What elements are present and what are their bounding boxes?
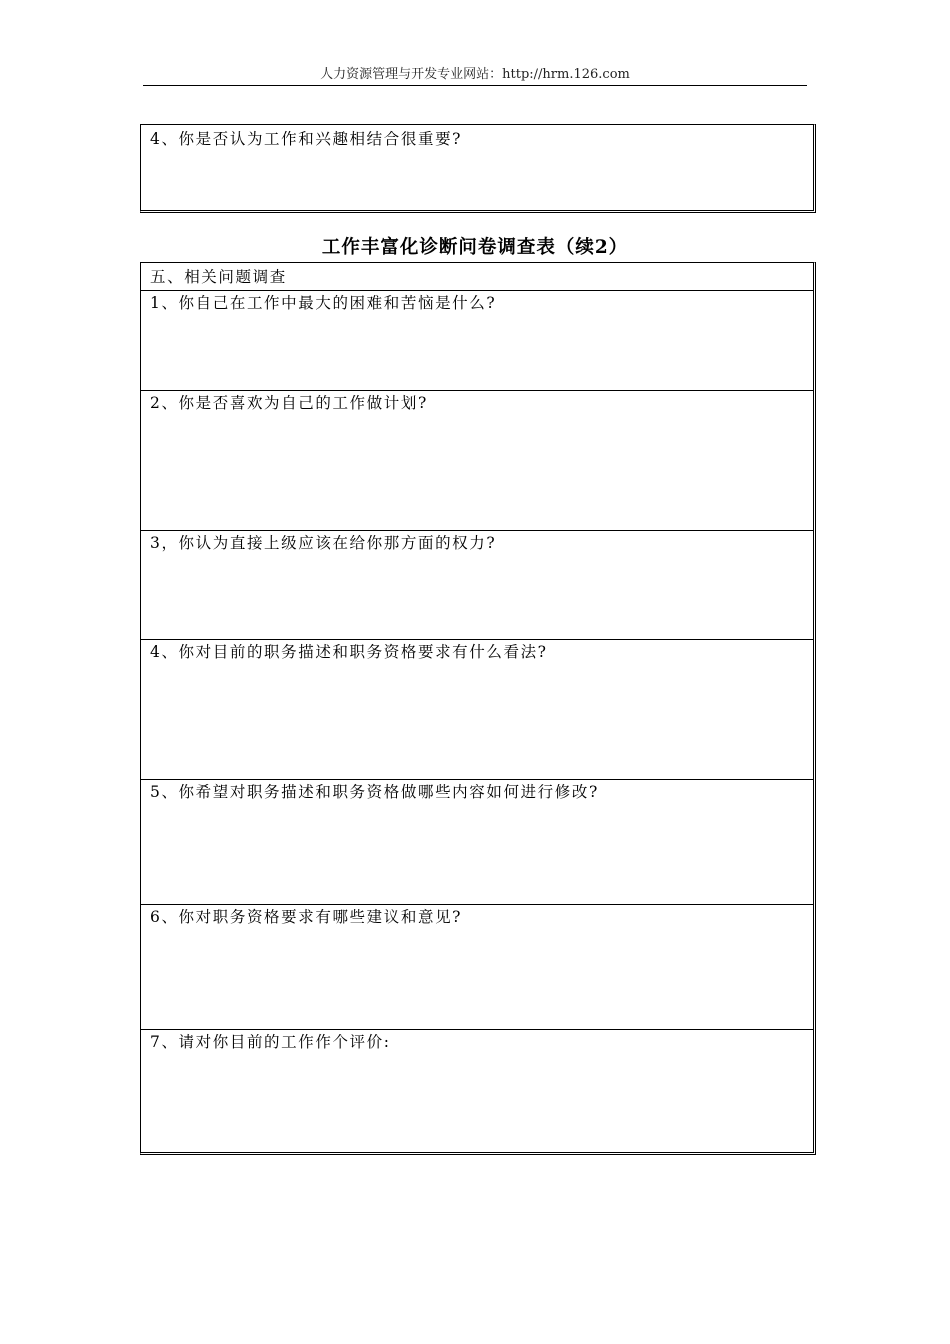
question-text-6: 6、你对职务资格要求有哪些建议和意见? [150,908,463,926]
question-row-7[interactable] [141,1030,813,1151]
question-text-1: 1、你自己在工作中最大的困难和苦恼是什么? [150,294,497,312]
question-text-2: 2、你是否喜欢为自己的工作做计划? [150,394,428,412]
header-divider [143,85,807,86]
question-text-5: 5、你希望对职务描述和职务资格做哪些内容如何进行修改? [150,783,599,801]
page-header-site: 人力资源管理与开发专业网站：http://hrm.126.com [320,67,630,82]
question-text-7: 7、请对你目前的工作作个评价: [150,1033,391,1051]
question-text-3: 3，你认为直接上级应该在给你那方面的权力? [150,534,497,552]
question-row-1[interactable] [141,291,813,391]
section-label: 五、相关问题调查 [150,268,287,286]
question-text-4: 4、你对目前的职务描述和职务资格要求有什么看法? [150,643,548,661]
question-row-2[interactable] [141,391,813,531]
question-row-6[interactable] [141,905,813,1030]
question-row-3[interactable] [141,531,813,640]
question-row-5[interactable] [141,780,813,905]
survey-table [140,262,816,1155]
previous-question-box [140,124,816,213]
previous-question-text: 4、你是否认为工作和兴趣相结合很重要? [150,130,463,148]
form-title: 工作丰富化诊断问卷调查表（续2） [321,237,629,258]
question-row-4[interactable] [141,640,813,780]
section-header-row [141,263,813,291]
